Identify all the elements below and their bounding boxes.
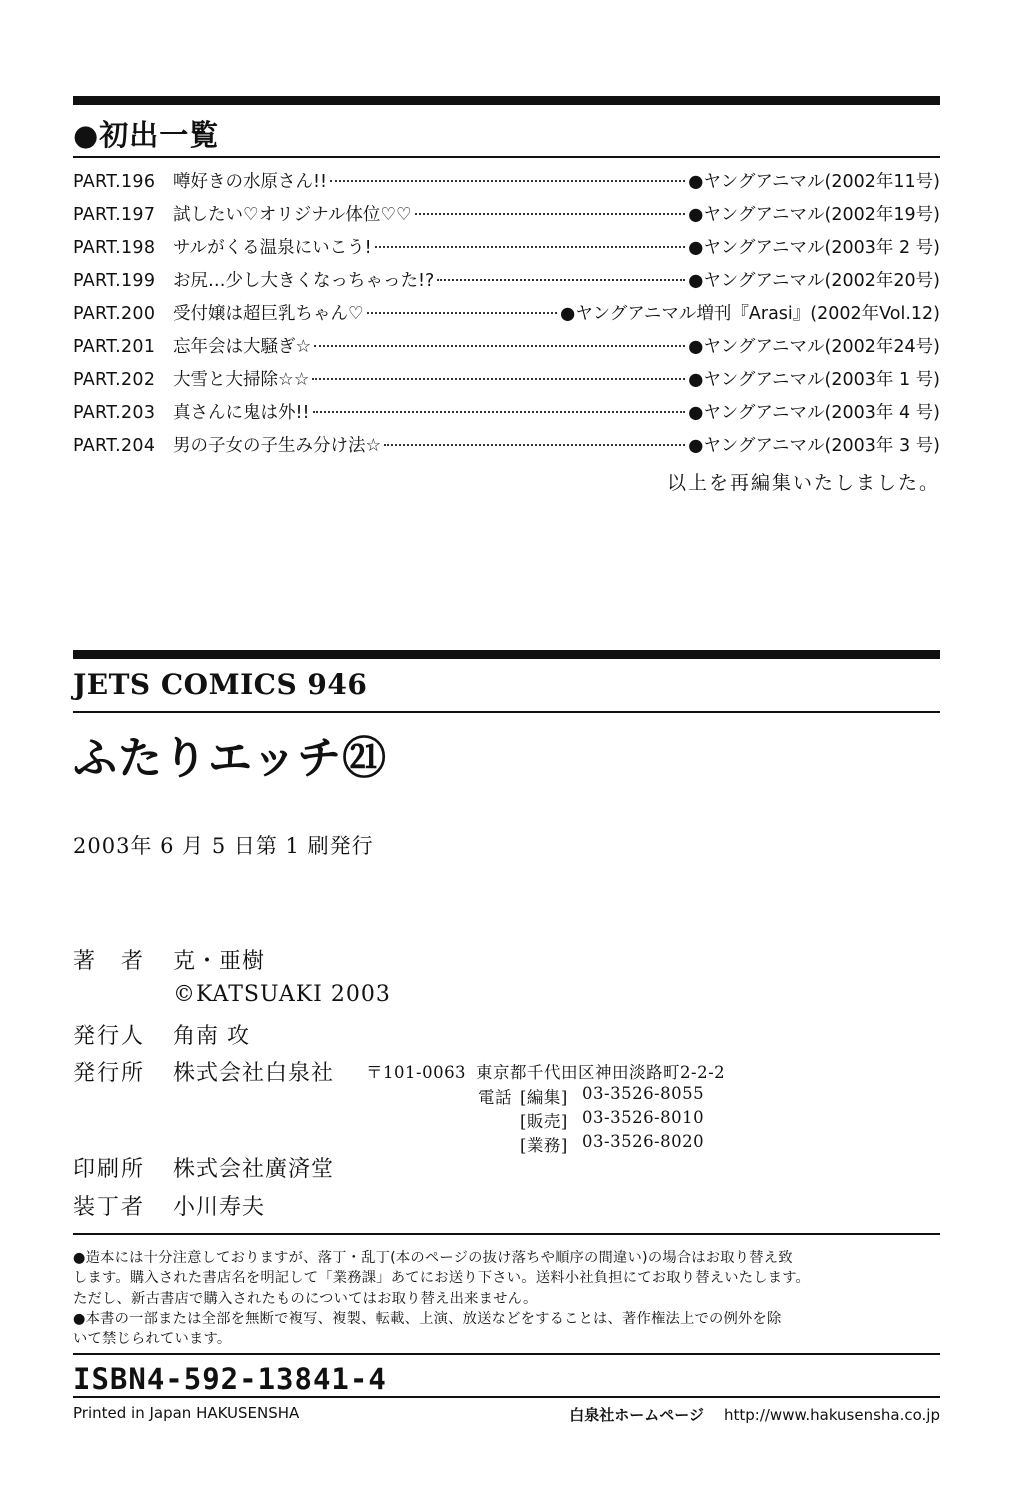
toc-entry: [73, 234, 940, 267]
publisher-person: 角南 攻: [173, 1024, 250, 1049]
toc-source-magazine: ●ヤングアニマル(2002年20号): [688, 271, 940, 291]
toc-chapter-title: 受付嬢は超巨乳ちゃん♡: [173, 304, 364, 324]
publisher-person-label: 発行人: [73, 1024, 146, 1049]
publication-date: 2003年 6 月 5 日第 1 刷発行: [73, 834, 374, 858]
toc-part-number: PART.200: [73, 304, 156, 324]
notices-top-rule: [73, 1233, 940, 1235]
toc-source-magazine: ●ヤングアニマル増刊『Arasi』(2002年Vol.12): [560, 304, 940, 324]
notice-line: します。購入された書店名を明記して「業務課」あてにお送り下さい。送料小社負担にてお取り替えいたします。: [73, 1270, 811, 1287]
publisher-label: 発行所: [73, 1061, 146, 1086]
toc-leader-dots: [314, 345, 685, 347]
toc-chapter-title: 試したい♡オリジナル体位♡♡: [173, 205, 412, 225]
isbn-underline: [73, 1396, 940, 1398]
publisher-name: 株式会社白泉社: [173, 1061, 335, 1086]
homepage-url[interactable]: http://www.hakusensha.co.jp: [723, 1406, 940, 1424]
toc-leader-dots: [312, 378, 685, 380]
toc-chapter-title: 噂好きの水原さん!!: [173, 172, 328, 192]
toc-chapter-title: お尻…少し大きくなっちゃった!?: [173, 271, 435, 291]
toc-entry: [73, 168, 940, 201]
phone-dept-editorial: [編集]: [520, 1088, 568, 1107]
homepage-label: 白泉社ホームページ: [569, 1406, 704, 1424]
toc-chapter-title: 真さんに鬼は外!!: [173, 403, 310, 423]
toc-entry: [73, 300, 940, 333]
first-appearance-heading: ●初出一覧: [73, 118, 220, 152]
toc-chapter-title: 男の子女の子生み分け法☆: [173, 436, 382, 456]
notice-line: ただし、新古書店で購入されたものについてはお取り替え出来ません。: [73, 1290, 538, 1307]
notices-bottom-rule: [73, 1353, 940, 1355]
toc-leader-dots: [415, 213, 685, 215]
printer-name: 株式会社廣済堂: [173, 1157, 335, 1182]
first-appearance-list: [73, 168, 940, 465]
toc-part-number: PART.202: [73, 370, 156, 390]
legal-notices: [73, 1248, 953, 1349]
phone-number-sales: 03-3526-8010: [582, 1108, 705, 1127]
toc-source-magazine: ●ヤングアニマル(2002年24号): [688, 337, 940, 357]
toc-chapter-title: サルがくる温泉にいこう!: [173, 238, 372, 258]
toc-part-number: PART.203: [73, 403, 156, 423]
toc-leader-dots: [313, 411, 686, 413]
toc-part-number: PART.201: [73, 337, 156, 357]
toc-leader-dots: [367, 312, 557, 314]
toc-leader-dots: [437, 279, 685, 281]
toc-leader-dots: [330, 180, 685, 182]
toc-entry: [73, 399, 940, 432]
toc-chapter-title: 忘年会は大騒ぎ☆: [173, 337, 312, 357]
author-label: 著 者: [73, 949, 146, 974]
phone-number-operations: 03-3526-8020: [582, 1132, 705, 1151]
toc-source-magazine: ●ヤングアニマル(2003年 4 号): [688, 403, 940, 423]
toc-part-number: PART.197: [73, 205, 156, 225]
toc-part-number: PART.199: [73, 271, 156, 291]
designer-name: 小川寿夫: [173, 1195, 266, 1220]
homepage-footer: [569, 1404, 940, 1425]
reedit-note: 以上を再編集いたしました。: [666, 472, 940, 494]
series-label: JETS COMICS 946: [73, 668, 368, 701]
author-name: 克・亜樹: [173, 949, 266, 974]
toc-entry: [73, 201, 940, 234]
toc-part-number: PART.204: [73, 436, 156, 456]
copyright-notice: ©KATSUAKI 2003: [173, 982, 391, 1007]
designer-label: 装丁者: [73, 1195, 146, 1220]
phone-number-editorial: 03-3526-8055: [582, 1084, 705, 1103]
toc-source-magazine: ●ヤングアニマル(2002年11号): [688, 172, 940, 192]
toc-part-number: PART.198: [73, 238, 156, 258]
toc-entry: [73, 333, 940, 366]
toc-entry: [73, 432, 940, 465]
toc-source-magazine: ●ヤングアニマル(2003年 1 号): [688, 370, 940, 390]
heading-underline: [73, 156, 940, 158]
toc-chapter-title: 大雪と大掃除☆☆: [173, 370, 310, 390]
notice-line: ●本書の一部または全部を無断で複写、複製、転載、上演、放送などをすることは、著作権法上での例外を除: [73, 1310, 782, 1327]
series-underline: [73, 711, 940, 713]
isbn: ISBN4-592-13841-4: [73, 1362, 387, 1396]
publisher-address: 東京都千代田区神田淡路町2-2-2: [476, 1063, 726, 1082]
notice-line: ●造本には十分注意しておりますが、落丁・乱丁(本のページの抜け落ちや順序の間違い)の場合はお取り替え致: [73, 1250, 793, 1266]
colophon-thick-rule: [73, 650, 940, 659]
printer-label: 印刷所: [73, 1157, 146, 1182]
toc-part-number: PART.196: [73, 172, 156, 192]
toc-source-magazine: ●ヤングアニマル(2003年 2 号): [688, 238, 940, 258]
phone-dept-sales: [販売]: [520, 1112, 568, 1131]
toc-entry: [73, 267, 940, 300]
notice-line: いて禁じられています。: [73, 1331, 232, 1348]
postal-code: 〒101-0063: [366, 1063, 467, 1082]
book-title: ふたりエッチ㉑: [73, 733, 388, 784]
toc-leader-dots: [384, 444, 685, 446]
toc-entry: [73, 366, 940, 399]
toc-leader-dots: [375, 246, 686, 248]
top-thick-rule: [73, 96, 940, 105]
toc-source-magazine: ●ヤングアニマル(2002年19号): [688, 205, 940, 225]
phone-label: 電話: [478, 1088, 512, 1107]
phone-dept-operations: [業務]: [520, 1136, 568, 1155]
printed-in-label: Printed in Japan HAKUSENSHA: [73, 1404, 300, 1422]
toc-source-magazine: ●ヤングアニマル(2003年 3 号): [688, 436, 940, 456]
